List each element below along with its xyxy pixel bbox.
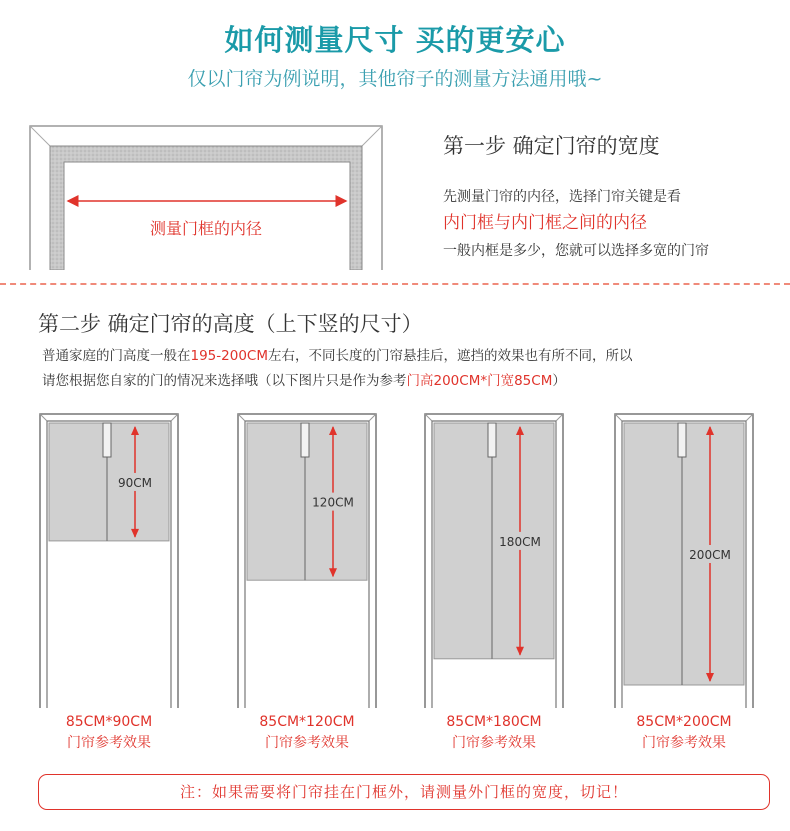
step2-line2 bbox=[42, 369, 782, 394]
door-height-range: 195-200CM bbox=[190, 348, 268, 364]
step1-line2-highlight: 内门框与内门框之间的内径 bbox=[443, 213, 647, 233]
example-caption-text: 门帘参考效果 bbox=[265, 735, 349, 751]
height-label: 120CM bbox=[312, 495, 354, 510]
step1-title: 第一步 确定门帘的宽度 bbox=[443, 134, 660, 158]
height-label: 180CM bbox=[499, 534, 541, 549]
step1-line1: 先测量门帘的内径，选择门帘关键是看 bbox=[443, 189, 681, 205]
example-size: 85CM*200CM bbox=[636, 714, 732, 730]
door-example-4 bbox=[614, 413, 754, 708]
example-caption-1 bbox=[19, 712, 199, 754]
example-size: 85CM*120CM bbox=[259, 714, 355, 730]
magnet-strip bbox=[678, 423, 686, 457]
page-title: 如何测量尺寸 买的更安心 bbox=[224, 23, 566, 57]
step2-line1-c: 左右，不同长度的门帘悬挂后，遮挡的效果也有所不同，所以 bbox=[267, 348, 633, 364]
magnet-strip bbox=[488, 423, 496, 457]
example-size: 85CM*90CM bbox=[65, 714, 153, 730]
section-divider bbox=[0, 283, 790, 285]
step1-line3: 一般内框是多少，您就可以选择多宽的门帘 bbox=[443, 243, 709, 259]
page-subtitle: 仅以门帘为例说明，其他帘子的测量方法通用哦~ bbox=[187, 68, 603, 90]
magnet-strip bbox=[301, 423, 309, 457]
example-caption-2 bbox=[217, 712, 397, 754]
door-frame-width-diagram bbox=[0, 118, 400, 270]
reference-door-size: 门高200CM*门宽85CM bbox=[406, 373, 553, 389]
step2-line2-c: ） bbox=[552, 373, 566, 389]
step2-line1 bbox=[42, 344, 782, 369]
step2-title: 第二步 确定门帘的高度（上下竖的尺寸） bbox=[38, 312, 423, 336]
door-example-2 bbox=[237, 413, 377, 708]
example-size: 85CM*180CM bbox=[446, 714, 542, 730]
example-caption-4 bbox=[594, 712, 774, 754]
step2-description bbox=[42, 344, 782, 394]
example-caption-3 bbox=[404, 712, 584, 754]
inner-width-label: 测量门框的内径 bbox=[149, 219, 263, 238]
step2-line1-a: 普通家庭的门高度一般在 bbox=[42, 348, 191, 364]
warning-note: 注：如果需要将门帘挂在门框外，请测量外门框的宽度，切记！ bbox=[38, 774, 770, 810]
step2-line2-a: 请您根据您自家的门的情况来选择哦（以下图片只是作为参考 bbox=[42, 373, 407, 389]
magnet-strip bbox=[103, 423, 111, 457]
height-label: 90CM bbox=[117, 475, 153, 490]
door-example-3 bbox=[424, 413, 564, 708]
example-caption-text: 门帘参考效果 bbox=[67, 735, 151, 751]
height-label: 200CM bbox=[689, 548, 731, 562]
door-example-1 bbox=[39, 413, 179, 708]
example-caption-text: 门帘参考效果 bbox=[642, 735, 726, 751]
example-caption-text: 门帘参考效果 bbox=[452, 735, 536, 751]
